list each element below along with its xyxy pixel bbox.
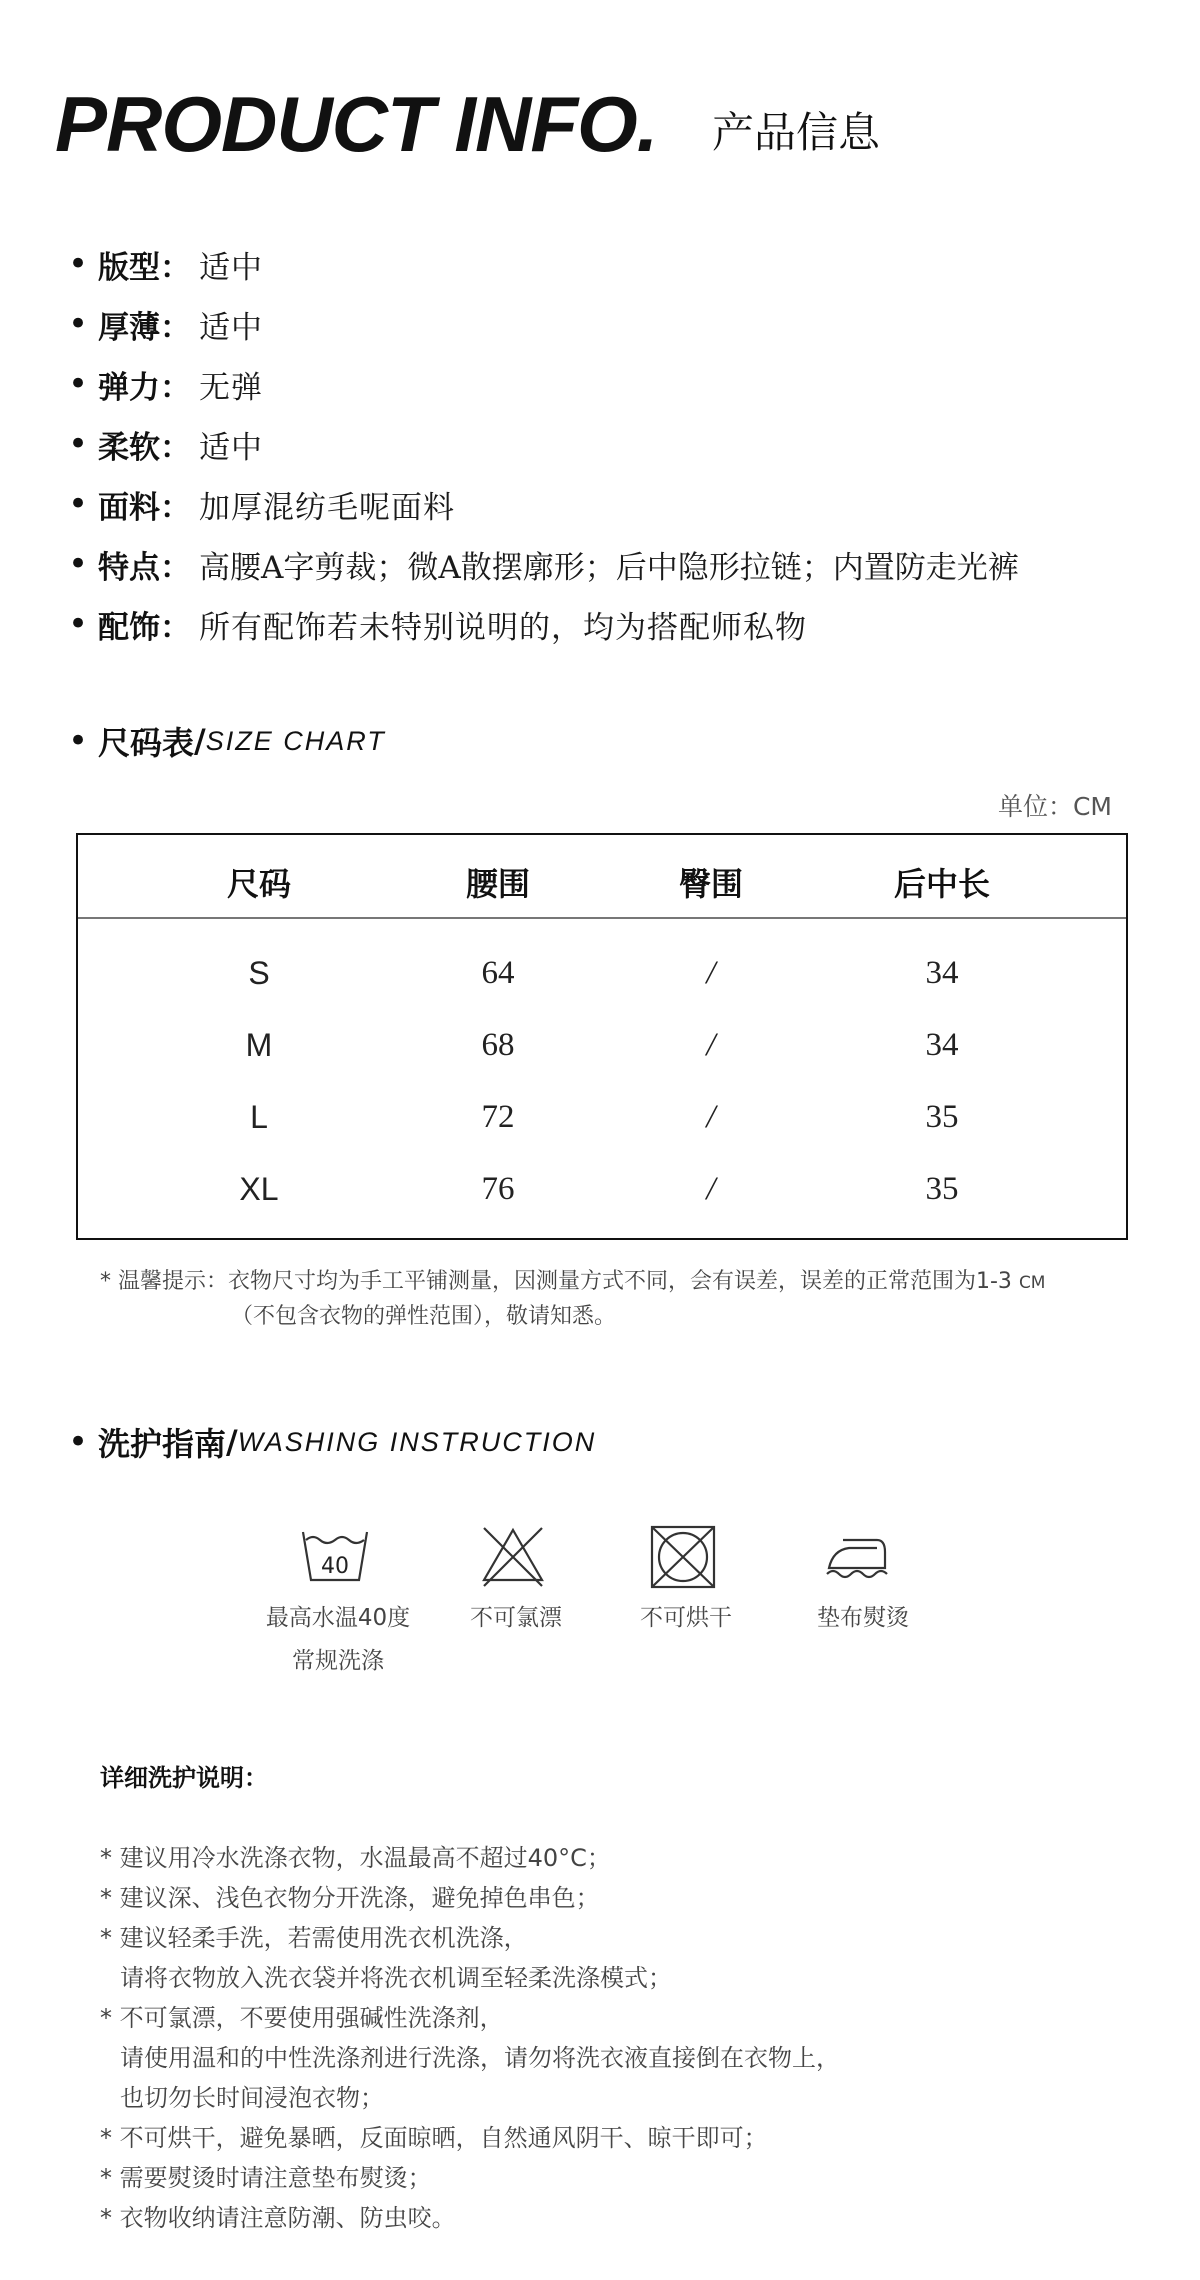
attr-value: 加厚混纺毛呢面料 bbox=[199, 489, 455, 526]
attr-colon: ： bbox=[160, 309, 191, 346]
care-title: 详细洗护说明： bbox=[100, 1764, 268, 1792]
attr-row-fit bbox=[68, 234, 1178, 294]
column-header-waist: 腰围 bbox=[465, 865, 531, 903]
cell-back-length: 35 bbox=[925, 1099, 959, 1135]
no-bleach-label bbox=[470, 1597, 562, 1640]
bullet: • bbox=[68, 244, 89, 284]
no-bleach-icon bbox=[478, 1524, 548, 1588]
cell-size: S bbox=[248, 955, 270, 991]
wash-40-label bbox=[266, 1597, 410, 1683]
icon-label-line: 常规洗涤 bbox=[292, 1648, 384, 1674]
column-header-hip: 臀围 bbox=[678, 865, 744, 903]
cell-back-length: 35 bbox=[925, 1171, 959, 1207]
icon-label-line: 不可烘干 bbox=[640, 1605, 732, 1631]
attr-label: 柔软 bbox=[98, 429, 160, 466]
iron-with-cloth-label bbox=[817, 1597, 909, 1640]
attr-colon: ： bbox=[160, 489, 191, 526]
bullet: • bbox=[68, 304, 89, 344]
care-line: * 不可烘干，避免暴晒，反面晾晒，自然通风阴干、晾干即可； bbox=[100, 2124, 768, 2152]
attr-label: 配饰 bbox=[98, 609, 160, 646]
attr-row-features bbox=[68, 534, 1178, 594]
cell-hip: / bbox=[706, 1099, 716, 1135]
attr-value: 适中 bbox=[199, 309, 263, 346]
attr-value: 适中 bbox=[199, 249, 263, 286]
column-header-back-length: 后中长 bbox=[893, 865, 991, 903]
bullet: • bbox=[68, 1422, 89, 1462]
table-header bbox=[78, 835, 1126, 919]
attr-value: 适中 bbox=[199, 429, 263, 466]
bullet: • bbox=[68, 544, 89, 584]
attr-value: 所有配饰若未特别说明的，均为搭配师私物 bbox=[199, 609, 807, 646]
care-line: * 建议用冷水洗涤衣物，水温最高不超过40°C； bbox=[100, 1844, 611, 1872]
page-title: PRODUCT INFO. bbox=[55, 80, 658, 168]
cell-back-length: 34 bbox=[925, 1027, 959, 1063]
bullet: • bbox=[68, 364, 89, 404]
attr-label: 厚薄 bbox=[98, 309, 160, 346]
cell-back-length: 34 bbox=[925, 955, 959, 991]
attr-label: 版型 bbox=[98, 249, 160, 286]
icon-label-line: 最高水温40度 bbox=[265, 1605, 411, 1631]
attr-colon: ： bbox=[160, 429, 191, 466]
washing-heading bbox=[68, 1419, 596, 1465]
care-line: 请将衣物放入洗衣袋并将洗衣机调至轻柔洗涤模式； bbox=[120, 1964, 672, 1992]
icon-label-line: 不可氯漂 bbox=[470, 1605, 562, 1631]
column-header-size: 尺码 bbox=[226, 865, 292, 903]
attr-label: 面料 bbox=[98, 489, 160, 526]
no-tumble-dry-label bbox=[640, 1597, 732, 1640]
bullet: • bbox=[68, 484, 89, 524]
attribute-list bbox=[68, 234, 1178, 654]
attr-colon: ： bbox=[160, 369, 191, 406]
attr-value: 高腰A字剪裁；微A散摆廓形；后中隐形拉链；内置防走光裤 bbox=[199, 549, 1019, 586]
measurement-note bbox=[100, 1265, 1180, 1333]
note-text: * 温馨提示：衣物尺寸均为手工平铺测量，因测量方式不同，会有误差，误差的正常范围为1-3 bbox=[100, 1269, 1012, 1294]
wash-40-icon bbox=[300, 1528, 370, 1586]
care-list bbox=[100, 1838, 1180, 2238]
attr-label: 特点 bbox=[98, 549, 160, 586]
care-line: * 衣物收纳请注意防潮、防虫咬。 bbox=[100, 2204, 456, 2232]
icon-label-line: 垫布熨烫 bbox=[817, 1605, 909, 1631]
attr-colon: ： bbox=[160, 609, 191, 646]
attr-row-elasticity bbox=[68, 354, 1178, 414]
attr-colon: ： bbox=[160, 249, 191, 286]
washing-heading-en: WASHING INSTRUCTION bbox=[237, 1426, 597, 1457]
bullet: • bbox=[68, 424, 89, 464]
care-line: * 不可氯漂，不要使用强碱性洗涤剂， bbox=[100, 2004, 504, 2032]
size-chart-heading-en: SIZE CHART bbox=[205, 725, 386, 756]
attr-colon: ： bbox=[160, 549, 191, 586]
bullet: • bbox=[68, 721, 89, 761]
heading-slash: / bbox=[226, 1423, 238, 1461]
attr-row-thickness bbox=[68, 294, 1178, 354]
unit-label: 单位：CM bbox=[997, 792, 1112, 821]
washing-heading-cn: 洗护指南 bbox=[98, 1425, 227, 1463]
cell-waist: 72 bbox=[481, 1099, 515, 1135]
cell-size: L bbox=[250, 1099, 268, 1135]
care-line: * 需要熨烫时请注意垫布熨烫； bbox=[100, 2164, 432, 2192]
attr-value: 无弹 bbox=[199, 369, 263, 406]
cell-waist: 76 bbox=[481, 1171, 515, 1207]
heading-slash: / bbox=[194, 722, 206, 760]
note-line bbox=[100, 1265, 1180, 1300]
size-chart-heading-cn: 尺码表 bbox=[98, 724, 195, 762]
attr-label: 弹力 bbox=[98, 369, 160, 406]
cell-hip: / bbox=[706, 1171, 716, 1207]
note-line: （不包含衣物的弹性范围），敬请知悉。 bbox=[231, 1304, 617, 1329]
cell-waist: 68 bbox=[481, 1027, 515, 1063]
cell-hip: / bbox=[706, 1027, 716, 1063]
care-line: 请使用温和的中性洗涤剂进行洗涤，请勿将洗衣液直接倒在衣物上， bbox=[120, 2044, 840, 2072]
attr-row-accessories bbox=[68, 594, 1178, 654]
iron-with-cloth-icon bbox=[825, 1530, 891, 1584]
page-subtitle: 产品信息 bbox=[712, 108, 881, 157]
attr-row-softness bbox=[68, 414, 1178, 474]
cell-size: M bbox=[245, 1027, 273, 1063]
cell-hip: / bbox=[706, 955, 716, 991]
note-unit: CM bbox=[1018, 1273, 1046, 1293]
care-line: * 建议轻柔手洗，若需使用洗衣机洗涤， bbox=[100, 1924, 528, 1952]
bullet: • bbox=[68, 604, 89, 644]
wash-temp-number: 40 bbox=[321, 1554, 349, 1579]
size-chart-heading bbox=[68, 718, 386, 764]
size-table bbox=[76, 833, 1128, 1240]
care-line: 也切勿长时间浸泡衣物； bbox=[120, 2084, 384, 2112]
care-line: * 建议深、浅色衣物分开洗涤，避免掉色串色； bbox=[100, 1884, 600, 1912]
no-tumble-dry-icon bbox=[648, 1524, 718, 1590]
attr-row-fabric bbox=[68, 474, 1178, 534]
cell-size: XL bbox=[239, 1171, 279, 1207]
cell-waist: 64 bbox=[481, 955, 515, 991]
